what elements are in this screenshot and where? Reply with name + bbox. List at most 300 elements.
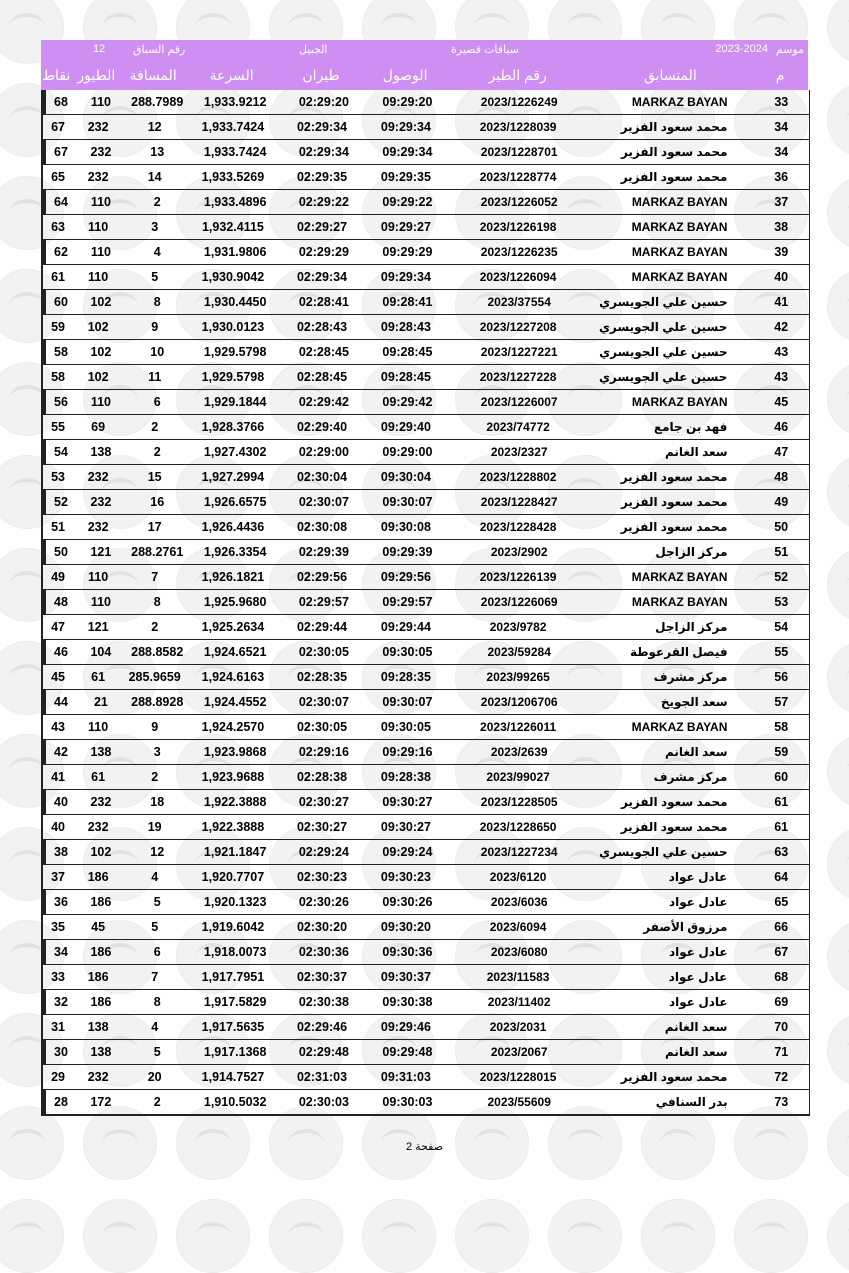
count-cell: 186	[87, 970, 109, 984]
competitor-cell: عادل عواد	[669, 895, 728, 909]
speed-cell: 1,929.5798	[201, 370, 265, 384]
points-cell: 64	[54, 195, 68, 209]
distance-cell: 17	[147, 520, 162, 534]
ring-cell: 2023/1226069	[480, 595, 558, 609]
speed-cell: 1,929.5798	[203, 345, 267, 359]
rank-cell: 66	[774, 920, 789, 934]
arrival-cell: 09:29:40	[380, 420, 431, 434]
arrival-cell: 09:28:45	[380, 370, 431, 384]
points-cell: 61	[51, 270, 65, 284]
speed-cell: 1,930.9042	[201, 270, 265, 284]
competitor-cell: محمد سعود الفزير	[620, 820, 728, 834]
speed-cell: 1,925.9680	[203, 595, 267, 609]
watermark-logo	[827, 641, 849, 715]
arrival-cell: 09:30:27	[380, 820, 431, 834]
count-cell: 186	[90, 895, 112, 909]
col-competitor: المتسابق	[643, 67, 697, 83]
points-cell: 36	[54, 895, 68, 909]
count-cell: 110	[90, 95, 111, 109]
flight-cell: 02:30:26	[298, 895, 349, 909]
distance-cell: 2	[153, 195, 161, 209]
flight-cell: 02:29:00	[298, 445, 349, 459]
col-distance: المسافة	[129, 67, 177, 83]
table-row	[42, 490, 809, 515]
flight-cell: 02:29:29	[298, 245, 349, 259]
count-cell: 138	[90, 745, 112, 759]
watermark-logo	[362, 1199, 436, 1273]
points-cell: 48	[54, 595, 68, 609]
arrival-cell: 09:30:08	[380, 520, 431, 534]
count-cell: 110	[90, 595, 111, 609]
table-row	[42, 290, 809, 315]
competitor-cell: سعد الغانم	[664, 445, 728, 459]
watermark-logo	[827, 734, 849, 808]
watermark-logo	[548, 1199, 622, 1273]
count-cell: 138	[90, 445, 112, 459]
arrival-cell: 09:29:27	[380, 220, 431, 234]
table-row	[42, 140, 809, 165]
distance-cell: 288.8928	[131, 695, 184, 709]
flight-cell: 02:29:16	[298, 745, 349, 759]
speed-cell: 1,923.9868	[203, 745, 267, 759]
flight-cell: 02:28:35	[296, 670, 348, 684]
rank-cell: 61	[774, 795, 789, 809]
competitor-cell: مركز الزاجل	[655, 545, 728, 559]
distance-cell: 2	[151, 620, 159, 634]
speed-cell: 1,920.1323	[203, 895, 267, 909]
table-row	[42, 215, 809, 240]
table-row	[42, 515, 809, 540]
flight-cell: 02:29:42	[298, 395, 349, 409]
page-footer	[0, 1140, 849, 1153]
rank-cell: 39	[774, 245, 789, 259]
competitor-cell: MARKAZ BAYAN	[631, 220, 728, 234]
rank-cell: 43	[774, 345, 789, 359]
rank-cell: 65	[774, 895, 789, 909]
arrival-cell: 09:30:07	[382, 695, 433, 709]
count-cell: 186	[87, 870, 109, 884]
flight-cell: 02:28:45	[298, 345, 349, 359]
speed-cell: 1,910.5032	[203, 1095, 267, 1109]
distance-cell: 2	[151, 420, 159, 434]
arrival-cell: 09:29:34	[382, 145, 433, 159]
points-cell: 56	[54, 395, 68, 409]
rank-cell: 70	[774, 1020, 789, 1034]
points-cell: 50	[54, 545, 68, 559]
count-cell: 69	[91, 420, 106, 434]
ring-cell: 2023/1226139	[479, 570, 557, 584]
points-cell: 54	[54, 445, 68, 459]
rank-cell: 40	[774, 270, 789, 284]
arrival-cell: 09:29:48	[382, 1045, 433, 1059]
flight-cell: 02:30:05	[296, 720, 348, 734]
arrival-cell: 09:28:35	[380, 670, 431, 684]
table-row	[42, 640, 809, 665]
count-cell: 45	[91, 920, 106, 934]
distance-cell: 4	[153, 245, 161, 259]
distance-cell: 11	[148, 370, 162, 384]
count-cell: 102	[90, 845, 112, 859]
points-cell: 60	[54, 295, 68, 309]
speed-cell: 1,920.7707	[201, 870, 265, 884]
competitor-cell: MARKAZ BAYAN	[631, 195, 728, 209]
distance-cell: 4	[151, 1020, 159, 1034]
flight-cell: 02:29:57	[298, 595, 349, 609]
flight-cell: 02:30:27	[298, 795, 349, 809]
table-row	[42, 90, 809, 115]
count-cell: 232	[90, 495, 112, 509]
competitor-cell: مرزوق الأصفر	[643, 920, 728, 934]
rank-cell: 51	[774, 545, 789, 559]
count-cell: 104	[90, 645, 112, 659]
rank-cell: 63	[774, 845, 789, 859]
arrival-cell: 09:30:26	[382, 895, 433, 909]
distance-cell: 2	[153, 1095, 161, 1109]
speed-cell: 1,917.1368	[203, 1045, 267, 1059]
competitor-cell: فيصل القرعوطة	[629, 645, 728, 659]
speed-cell: 1,933.9212	[203, 95, 267, 109]
competitor-cell: سعد الجويخ	[660, 695, 728, 709]
arrival-cell: 09:29:16	[382, 745, 433, 759]
ring-cell: 2023/1228701	[480, 145, 558, 159]
ring-cell: 2023/6094	[489, 920, 547, 934]
table-row	[42, 965, 809, 990]
speed-cell: 1,926.1821	[201, 570, 265, 584]
ring-cell: 2023/1226249	[480, 95, 558, 109]
speed-cell: 1,925.2634	[201, 620, 265, 634]
table-row	[42, 890, 809, 915]
ring-cell: 2023/1226007	[480, 395, 558, 409]
points-cell: 65	[51, 170, 65, 184]
competitor-cell: MARKAZ BAYAN	[631, 270, 728, 284]
arrival-cell: 09:29:42	[382, 395, 433, 409]
season-label: موسم	[775, 44, 804, 56]
flight-cell: 02:30:38	[298, 995, 349, 1009]
distance-cell: 12	[150, 845, 165, 859]
watermark-logo	[269, 1199, 343, 1273]
speed-cell: 1,917.5635	[201, 1020, 265, 1034]
arrival-cell: 09:30:27	[382, 795, 433, 809]
flight-cell: 02:29:46	[296, 1020, 348, 1034]
flight-cell: 02:29:48	[298, 1045, 349, 1059]
flight-cell: 02:29:56	[296, 570, 348, 584]
competitor-cell: محمد سعود الفزير	[620, 470, 728, 484]
table-row	[42, 615, 809, 640]
competitor-cell: محمد سعود الفزير	[620, 120, 728, 134]
season-value: 2023-2024	[715, 43, 768, 55]
speed-cell: 1,933.7424	[203, 145, 267, 159]
rank-cell: 54	[774, 620, 789, 634]
points-cell: 41	[51, 770, 65, 784]
competitor-cell: سعد الغانم	[664, 745, 728, 759]
count-cell: 232	[87, 120, 109, 134]
rank-cell: 41	[774, 295, 789, 309]
points-cell: 59	[51, 320, 65, 334]
competitor-cell: MARKAZ BAYAN	[631, 95, 728, 109]
distance-cell: 5	[153, 1045, 161, 1059]
ring-cell: 2023/6120	[489, 870, 547, 884]
arrival-cell: 09:30:04	[380, 470, 431, 484]
competitor-cell: سعد الغانم	[664, 1045, 728, 1059]
table-row	[42, 190, 809, 215]
ring-cell: 2023/1226235	[480, 245, 558, 259]
speed-cell: 1,926.4436	[201, 520, 265, 534]
points-cell: 53	[51, 470, 65, 484]
flight-cell: 02:29:34	[296, 120, 348, 134]
competitor-cell: محمد سعود الفزير	[620, 1070, 728, 1084]
points-cell: 47	[51, 620, 65, 634]
rank-cell: 67	[774, 945, 789, 959]
distance-cell: 13	[150, 145, 165, 159]
table-row	[42, 865, 809, 890]
count-cell: 110	[88, 570, 109, 584]
table-row	[42, 390, 809, 415]
watermark-logo	[827, 83, 849, 157]
rank-cell: 57	[774, 695, 789, 709]
ring-cell: 2023/6036	[490, 895, 548, 909]
flight-cell: 02:30:23	[296, 870, 348, 884]
flight-cell: 02:30:37	[296, 970, 348, 984]
watermark-logo	[827, 827, 849, 901]
rank-cell: 37	[774, 195, 789, 209]
arrival-cell: 09:30:37	[380, 970, 431, 984]
points-cell: 62	[54, 245, 68, 259]
distance-cell: 4	[151, 870, 159, 884]
distance-cell: 8	[153, 595, 161, 609]
results-table	[41, 90, 810, 1116]
watermark-logo	[827, 1013, 849, 1087]
competitor-cell: حسين علي الجويسري	[598, 320, 728, 334]
flight-cell: 02:30:07	[298, 495, 349, 509]
flight-cell: 02:28:38	[296, 770, 348, 784]
points-cell: 68	[54, 95, 68, 109]
count-cell: 61	[91, 770, 106, 784]
ring-cell: 2023/1227208	[479, 320, 557, 334]
table-row	[42, 1015, 809, 1040]
ring-cell: 2023/1228505	[480, 795, 558, 809]
distance-cell: 14	[147, 170, 162, 184]
table-row	[42, 340, 809, 365]
ring-cell: 2023/55609	[487, 1095, 551, 1109]
competitor-cell: عادل عواد	[669, 995, 728, 1009]
points-cell: 46	[54, 645, 68, 659]
distance-cell: 19	[147, 820, 162, 834]
table-row	[42, 265, 809, 290]
arrival-cell: 09:28:45	[382, 345, 433, 359]
flight-cell: 02:30:03	[298, 1095, 349, 1109]
rank-cell: 55	[774, 645, 789, 659]
arrival-cell: 09:29:34	[380, 120, 431, 134]
competitor-cell: مركز الزاجل	[655, 620, 728, 634]
table-row	[42, 940, 809, 965]
watermark-logo	[83, 1199, 157, 1273]
table-row	[42, 315, 809, 340]
table-header	[41, 40, 808, 90]
distance-cell: 10	[150, 345, 165, 359]
ring-cell: 2023/37554	[487, 295, 551, 309]
flight-cell: 02:30:08	[296, 520, 348, 534]
flight-cell: 02:29:35	[296, 170, 348, 184]
count-cell: 186	[90, 945, 112, 959]
distance-cell: 285.9659	[128, 670, 181, 684]
table-row	[42, 665, 809, 690]
watermark-logo	[827, 269, 849, 343]
distance-cell: 3	[151, 220, 159, 234]
table-row	[42, 590, 809, 615]
table-row	[42, 115, 809, 140]
arrival-cell: 09:29:22	[382, 195, 433, 209]
arrival-cell: 09:29:35	[380, 170, 431, 184]
table-row	[42, 840, 809, 865]
col-count: الطيور	[77, 67, 116, 83]
table-row	[42, 1065, 809, 1090]
speed-cell: 1,930.4450	[203, 295, 267, 309]
arrival-cell: 09:28:41	[382, 295, 433, 309]
competitor-cell: MARKAZ BAYAN	[631, 570, 728, 584]
ring-cell: 2023/2902	[490, 545, 548, 559]
competitor-cell: سعد الغانم	[664, 1020, 728, 1034]
points-cell: 67	[54, 145, 68, 159]
flight-cell: 02:29:34	[298, 145, 349, 159]
competitor-cell: بدر السنافي	[655, 1095, 728, 1109]
rank-cell: 72	[774, 1070, 789, 1084]
points-cell: 43	[51, 720, 65, 734]
distance-cell: 288.7989	[131, 95, 184, 109]
arrival-cell: 09:29:46	[380, 1020, 431, 1034]
flight-cell: 02:29:40	[296, 420, 348, 434]
watermark-logo	[0, 1199, 64, 1273]
count-cell: 232	[90, 795, 112, 809]
ring-cell: 2023/11402	[487, 995, 551, 1009]
ring-cell: 2023/99027	[486, 770, 550, 784]
table-row	[42, 365, 809, 390]
speed-cell: 1,933.7424	[201, 120, 265, 134]
flight-cell: 02:30:20	[296, 920, 348, 934]
distance-cell: 7	[151, 570, 159, 584]
ring-cell: 2023/1226052	[480, 195, 558, 209]
flight-cell: 02:29:34	[296, 270, 348, 284]
arrival-cell: 09:29:29	[382, 245, 433, 259]
distance-cell: 2	[153, 445, 161, 459]
speed-cell: 1,914.7527	[201, 1070, 265, 1084]
watermark-logo	[827, 548, 849, 622]
ring-cell: 2023/6080	[490, 945, 548, 959]
col-speed: السرعة	[209, 67, 254, 83]
table-row	[42, 465, 809, 490]
watermark-logo	[827, 0, 849, 64]
competitor-cell: عادل عواد	[668, 870, 728, 884]
speed-cell: 1,926.6575	[203, 495, 267, 509]
count-cell: 102	[90, 345, 112, 359]
speed-cell: 1,927.4302	[203, 445, 267, 459]
speed-cell: 1,924.4552	[203, 695, 267, 709]
header-columns-row	[41, 60, 808, 90]
table-row	[42, 765, 809, 790]
speed-cell: 1,933.4896	[203, 195, 267, 209]
points-cell: 55	[51, 420, 65, 434]
table-row	[42, 715, 809, 740]
flight-cell: 02:30:36	[298, 945, 349, 959]
count-cell: 186	[90, 995, 112, 1009]
distance-cell: 16	[150, 495, 165, 509]
count-cell: 121	[87, 620, 109, 634]
distance-cell: 288.2761	[131, 545, 184, 559]
flight-cell: 02:29:27	[296, 220, 348, 234]
speed-cell: 1,924.6521	[203, 645, 267, 659]
count-cell: 21	[93, 695, 108, 709]
speed-cell: 1,922.3888	[203, 795, 267, 809]
speed-cell: 1,922.3888	[201, 820, 265, 834]
ring-cell: 2023/99265	[486, 670, 550, 684]
rank-cell: 64	[774, 870, 789, 884]
distance-cell: 18	[150, 795, 165, 809]
count-cell: 232	[87, 170, 109, 184]
table-row	[42, 690, 809, 715]
page-number: 2	[405, 1141, 413, 1153]
speed-cell: 1,931.9806	[203, 245, 267, 259]
watermark-logo	[827, 455, 849, 529]
flight-cell: 02:30:27	[296, 820, 348, 834]
points-cell: 63	[51, 220, 65, 234]
distance-cell: 5	[153, 895, 161, 909]
competitor-cell: حسين علي الجويسري	[599, 345, 728, 359]
points-cell: 45	[51, 670, 65, 684]
competitor-cell: حسين علي الجويسري	[598, 370, 728, 384]
competitor-cell: عادل عواد	[669, 945, 728, 959]
distance-cell: 8	[153, 995, 161, 1009]
competitor-cell: MARKAZ BAYAN	[631, 720, 728, 734]
arrival-cell: 09:29:20	[382, 95, 433, 109]
col-ring: رقم الطير	[488, 67, 547, 83]
speed-cell: 1,921.1847	[203, 845, 267, 859]
distance-cell: 5	[151, 270, 159, 284]
distance-cell: 9	[151, 720, 159, 734]
col-points: نقاط	[42, 67, 71, 83]
ring-cell: 2023/2067	[490, 1045, 548, 1059]
ring-cell: 2023/1206706	[480, 695, 558, 709]
race-number-value: 12	[93, 43, 106, 55]
flight-cell: 02:29:44	[296, 620, 348, 634]
ring-cell: 2023/1226094	[479, 270, 557, 284]
points-cell: 35	[51, 920, 65, 934]
count-cell: 172	[90, 1095, 112, 1109]
ring-cell: 2023/11583	[486, 970, 550, 984]
ring-cell: 2023/9782	[489, 620, 547, 634]
competitor-cell: محمد سعود الفزير	[620, 170, 728, 184]
arrival-cell: 09:30:23	[380, 870, 431, 884]
flight-cell: 02:28:45	[296, 370, 348, 384]
rank-cell: 46	[774, 420, 789, 434]
col-rank: م	[775, 67, 785, 83]
table-row	[42, 815, 809, 840]
page-label: صفحة	[415, 1141, 444, 1153]
arrival-cell: 09:30:38	[382, 995, 433, 1009]
arrival-cell: 09:29:00	[382, 445, 433, 459]
watermark-logo	[455, 1199, 529, 1273]
flight-cell: 02:29:20	[298, 95, 349, 109]
arrival-cell: 09:28:38	[380, 770, 431, 784]
arrival-cell: 09:30:05	[380, 720, 431, 734]
arrival-cell: 09:31:03	[380, 1070, 431, 1084]
ring-cell: 2023/1226198	[479, 220, 557, 234]
rank-cell: 43	[774, 370, 789, 384]
points-cell: 28	[54, 1095, 68, 1109]
points-cell: 33	[51, 970, 65, 984]
rank-cell: 53	[774, 595, 789, 609]
points-cell: 52	[54, 495, 68, 509]
ring-cell: 2023/59284	[487, 645, 551, 659]
distance-cell: 6	[153, 945, 161, 959]
